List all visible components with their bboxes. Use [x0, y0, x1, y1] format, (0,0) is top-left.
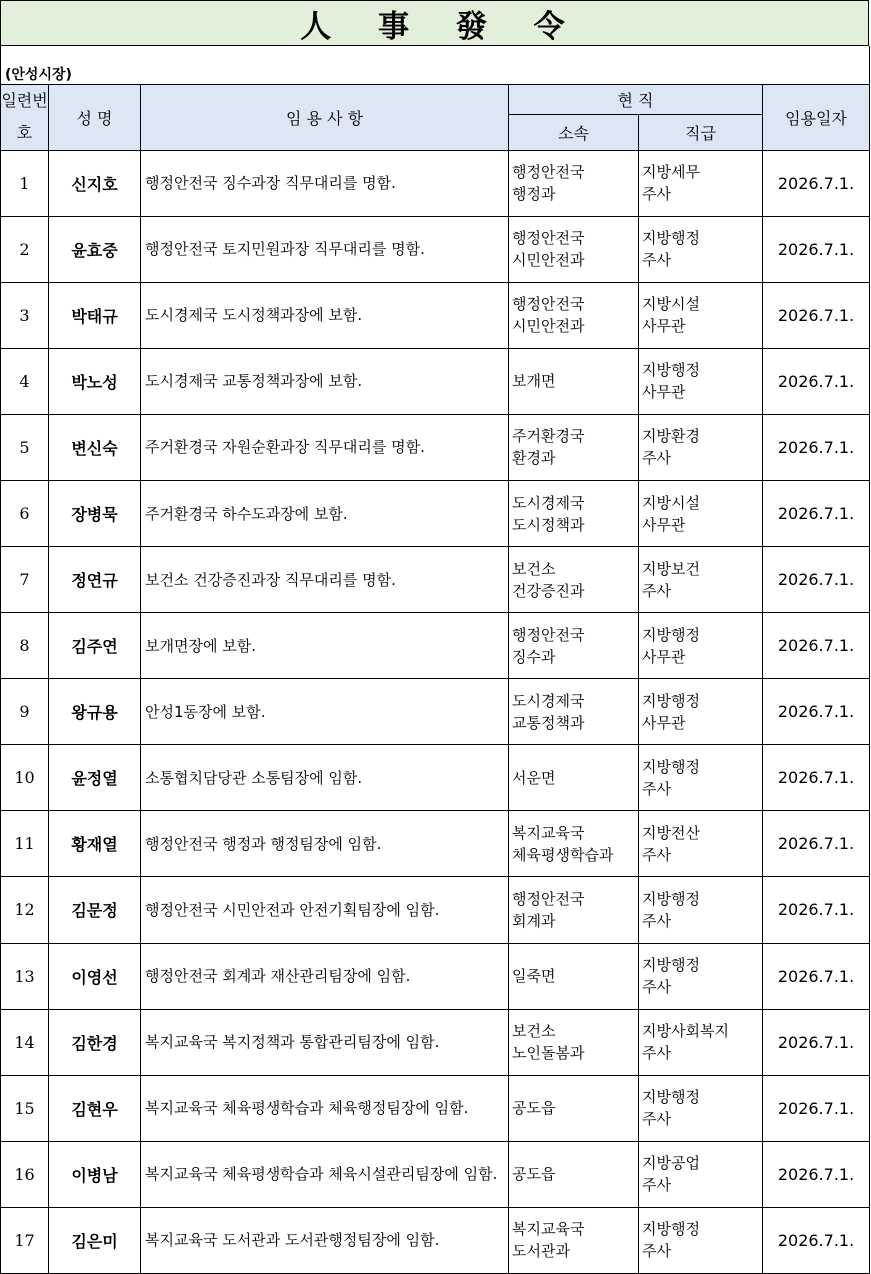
current-rank — [639, 348, 763, 414]
table-row — [1, 216, 870, 282]
rank-line-2: 주사 — [642, 845, 671, 864]
appointment-details: 도시경제국 교통정책과장에 보함. — [141, 348, 509, 414]
table-row — [1, 679, 870, 745]
title-banner — [0, 0, 869, 46]
current-rank — [639, 216, 763, 282]
department-line-1: 행정안전국 — [512, 295, 585, 314]
rank-line-2: 사무관 — [642, 317, 686, 336]
person-name: 윤효중 — [49, 216, 141, 282]
appointment-date: 2026.7.1. — [763, 282, 870, 348]
department-line-2: 도시정책과 — [512, 515, 585, 534]
person-name: 신지호 — [49, 150, 141, 216]
rank-line-1: 지방시설 — [642, 493, 700, 512]
department-line-1: 공도읍 — [512, 1165, 556, 1184]
current-rank — [639, 943, 763, 1009]
appointment-details: 보건소 건강증진과장 직무대리를 명함. — [141, 547, 509, 613]
rank-line-1: 지방행정 — [642, 625, 700, 644]
row-number: 6 — [1, 480, 49, 546]
appointment-details: 주거환경국 하수도과장에 보함. — [141, 480, 509, 546]
department-line-2: 교통정책과 — [512, 713, 585, 732]
header-dept: 소속 — [509, 114, 639, 150]
department-line-2: 건강증진과 — [512, 581, 585, 600]
appointment-date: 2026.7.1. — [763, 745, 870, 811]
department-line-1: 도시경제국 — [512, 691, 585, 710]
appointment-date: 2026.7.1. — [763, 877, 870, 943]
rank-line-2: 주사 — [642, 779, 671, 798]
appointment-details: 행정안전국 회계과 재산관리팀장에 임함. — [141, 943, 509, 1009]
appointment-date: 2026.7.1. — [763, 1141, 870, 1207]
department-line-1: 보개면 — [512, 372, 556, 391]
appointment-date: 2026.7.1. — [763, 150, 870, 216]
row-number: 5 — [1, 414, 49, 480]
rank-line-2: 주사 — [642, 581, 671, 600]
table-row — [1, 745, 870, 811]
current-rank — [639, 1141, 763, 1207]
appointment-date: 2026.7.1. — [763, 613, 870, 679]
rank-line-2: 주사 — [642, 1176, 671, 1195]
appointment-details: 복지교육국 복지정책과 통합관리팀장에 임함. — [141, 1009, 509, 1075]
person-name: 김은미 — [49, 1207, 141, 1273]
department-line-1: 행정안전국 — [512, 889, 585, 908]
appointment-date: 2026.7.1. — [763, 1009, 870, 1075]
header-details: 임 용 사 항 — [141, 84, 509, 150]
row-number: 13 — [1, 943, 49, 1009]
appointment-details: 주거환경국 자원순환과장 직무대리를 명함. — [141, 414, 509, 480]
current-department — [509, 414, 639, 480]
current-rank — [639, 877, 763, 943]
rank-line-1: 지방행정 — [642, 361, 700, 380]
row-number: 14 — [1, 1009, 49, 1075]
row-number: 3 — [1, 282, 49, 348]
person-name: 윤정열 — [49, 745, 141, 811]
person-name: 장병묵 — [49, 480, 141, 546]
current-rank — [639, 1207, 763, 1273]
person-name: 이영선 — [49, 943, 141, 1009]
document-title: 人 事 發 令 — [300, 8, 569, 45]
current-department — [509, 877, 639, 943]
person-name: 김문정 — [49, 877, 141, 943]
rank-line-1: 지방행정 — [642, 889, 700, 908]
current-rank — [639, 745, 763, 811]
current-rank — [639, 480, 763, 546]
current-department — [509, 547, 639, 613]
rank-line-1: 지방세무 — [642, 163, 700, 182]
header-current: 현 직 — [509, 84, 763, 114]
rank-line-1: 지방행정 — [642, 1220, 700, 1239]
row-number: 8 — [1, 613, 49, 679]
appointment-details: 복지교육국 도서관과 도서관행정팀장에 임함. — [141, 1207, 509, 1273]
current-rank — [639, 414, 763, 480]
rank-line-1: 지방시설 — [642, 295, 700, 314]
appointment-details: 행정안전국 행정과 행정팀장에 임함. — [141, 811, 509, 877]
appointment-date: 2026.7.1. — [763, 547, 870, 613]
person-name: 이병남 — [49, 1141, 141, 1207]
header-row-1 — [1, 84, 870, 114]
rank-line-2: 사무관 — [642, 713, 686, 732]
person-name: 김주연 — [49, 613, 141, 679]
table-row — [1, 348, 870, 414]
appointment-details: 안성1동장에 보함. — [141, 679, 509, 745]
current-department — [509, 216, 639, 282]
table-row — [1, 414, 870, 480]
row-number: 11 — [1, 811, 49, 877]
department-line-2: 노인돌봄과 — [512, 1044, 585, 1063]
current-rank — [639, 1075, 763, 1141]
current-department — [509, 1207, 639, 1273]
rank-line-1: 지방보건 — [642, 559, 700, 578]
row-number: 15 — [1, 1075, 49, 1141]
table-row — [1, 1009, 870, 1075]
department-line-1: 보건소 — [512, 1022, 556, 1041]
appointment-date: 2026.7.1. — [763, 1075, 870, 1141]
appointment-date: 2026.7.1. — [763, 414, 870, 480]
row-number: 12 — [1, 877, 49, 943]
row-number: 9 — [1, 679, 49, 745]
current-department — [509, 943, 639, 1009]
current-department — [509, 150, 639, 216]
rank-line-2: 주사 — [642, 1242, 671, 1261]
appointment-date: 2026.7.1. — [763, 811, 870, 877]
current-department — [509, 1009, 639, 1075]
department-line-1: 행정안전국 — [512, 163, 585, 182]
current-department — [509, 282, 639, 348]
rank-line-2: 사무관 — [642, 383, 686, 402]
rank-line-1: 지방환경 — [642, 427, 700, 446]
appointment-details: 행정안전국 시민안전과 안전기획팀장에 임함. — [141, 877, 509, 943]
appointment-date: 2026.7.1. — [763, 348, 870, 414]
current-department — [509, 679, 639, 745]
department-line-1: 행정안전국 — [512, 625, 585, 644]
rank-line-2: 주사 — [642, 1110, 671, 1129]
current-department — [509, 1141, 639, 1207]
appointment-date: 2026.7.1. — [763, 679, 870, 745]
current-department — [509, 745, 639, 811]
rank-line-2: 주사 — [642, 911, 671, 930]
current-department — [509, 613, 639, 679]
row-number: 7 — [1, 547, 49, 613]
row-number: 2 — [1, 216, 49, 282]
current-rank — [639, 679, 763, 745]
department-line-1: 보건소 — [512, 559, 556, 578]
row-number: 4 — [1, 348, 49, 414]
appointment-date: 2026.7.1. — [763, 1207, 870, 1273]
rank-line-2: 주사 — [642, 251, 671, 270]
table-row — [1, 480, 870, 546]
current-rank — [639, 811, 763, 877]
row-number: 16 — [1, 1141, 49, 1207]
table-row — [1, 811, 870, 877]
rank-line-2: 주사 — [642, 1044, 671, 1063]
department-line-2: 시민안전과 — [512, 251, 585, 270]
rank-line-2: 주사 — [642, 978, 671, 997]
rank-line-1: 지방행정 — [642, 1088, 700, 1107]
rank-line-1: 지방행정 — [642, 229, 700, 248]
header-date: 임용일자 — [763, 84, 870, 150]
subtitle-row — [1, 46, 870, 84]
appointment-details: 복지교육국 체육평생학습과 체육행정팀장에 임함. — [141, 1075, 509, 1141]
department-line-1: 주거환경국 — [512, 427, 585, 446]
rank-line-1: 지방행정 — [642, 691, 700, 710]
department-line-1: 복지교육국 — [512, 823, 585, 842]
department-line-2: 행정과 — [512, 185, 556, 204]
department-line-2: 회계과 — [512, 911, 556, 930]
table-row — [1, 1141, 870, 1207]
table-row — [1, 150, 870, 216]
department-line-1: 복지교육국 — [512, 1220, 585, 1239]
header-name: 성 명 — [49, 84, 141, 150]
table-row — [1, 547, 870, 613]
person-name: 박태규 — [49, 282, 141, 348]
department-line-2: 시민안전과 — [512, 317, 585, 336]
current-department — [509, 348, 639, 414]
person-name: 정연규 — [49, 547, 141, 613]
department-line-1: 도시경제국 — [512, 493, 585, 512]
appointment-details: 도시경제국 도시정책과장에 보함. — [141, 282, 509, 348]
appointment-details: 행정안전국 징수과장 직무대리를 명함. — [141, 150, 509, 216]
table-row — [1, 282, 870, 348]
appointment-details: 소통협치담당관 소통팀장에 임함. — [141, 745, 509, 811]
rank-line-2: 주사 — [642, 185, 671, 204]
department-line-2: 체육평생학습과 — [512, 845, 614, 864]
current-department — [509, 811, 639, 877]
table-row — [1, 1075, 870, 1141]
rank-line-2: 사무관 — [642, 515, 686, 534]
person-name: 왕규용 — [49, 679, 141, 745]
person-name: 박노성 — [49, 348, 141, 414]
current-department — [509, 1075, 639, 1141]
department-line-2: 환경과 — [512, 449, 556, 468]
issuer-note: (안성시장) — [1, 46, 870, 84]
department-line-2: 도서관과 — [512, 1242, 570, 1261]
department-line-2: 징수과 — [512, 647, 556, 666]
appointment-details: 복지교육국 체육평생학습과 체육시설관리팀장에 임함. — [141, 1141, 509, 1207]
appointment-date: 2026.7.1. — [763, 943, 870, 1009]
rank-line-1: 지방행정 — [642, 956, 700, 975]
row-number: 17 — [1, 1207, 49, 1273]
person-name: 김현우 — [49, 1075, 141, 1141]
current-rank — [639, 150, 763, 216]
current-rank — [639, 547, 763, 613]
rank-line-2: 사무관 — [642, 647, 686, 666]
row-number: 1 — [1, 150, 49, 216]
current-rank — [639, 282, 763, 348]
row-number: 10 — [1, 745, 49, 811]
person-name: 황재열 — [49, 811, 141, 877]
table-row — [1, 877, 870, 943]
department-line-1: 공도읍 — [512, 1099, 556, 1118]
department-line-1: 서운면 — [512, 768, 556, 787]
current-rank — [639, 613, 763, 679]
rank-line-2: 주사 — [642, 449, 671, 468]
appointment-details: 보개면장에 보함. — [141, 613, 509, 679]
table-row — [1, 943, 870, 1009]
person-name: 변신숙 — [49, 414, 141, 480]
table-row — [1, 613, 870, 679]
header-rank: 직급 — [639, 114, 763, 150]
person-name: 김한경 — [49, 1009, 141, 1075]
rank-line-1: 지방공업 — [642, 1154, 700, 1173]
current-rank — [639, 1009, 763, 1075]
appointment-details: 행정안전국 토지민원과장 직무대리를 명함. — [141, 216, 509, 282]
appointment-date: 2026.7.1. — [763, 216, 870, 282]
rank-line-1: 지방전산 — [642, 823, 700, 842]
department-line-1: 일죽면 — [512, 967, 556, 986]
rank-line-1: 지방사회복지 — [642, 1022, 729, 1041]
header-seq: 일련번호 — [1, 84, 49, 150]
table-row — [1, 1207, 870, 1273]
appointment-date: 2026.7.1. — [763, 480, 870, 546]
department-line-1: 행정안전국 — [512, 229, 585, 248]
current-department — [509, 480, 639, 546]
rank-line-1: 지방행정 — [642, 757, 700, 776]
personnel-table — [0, 46, 870, 1274]
